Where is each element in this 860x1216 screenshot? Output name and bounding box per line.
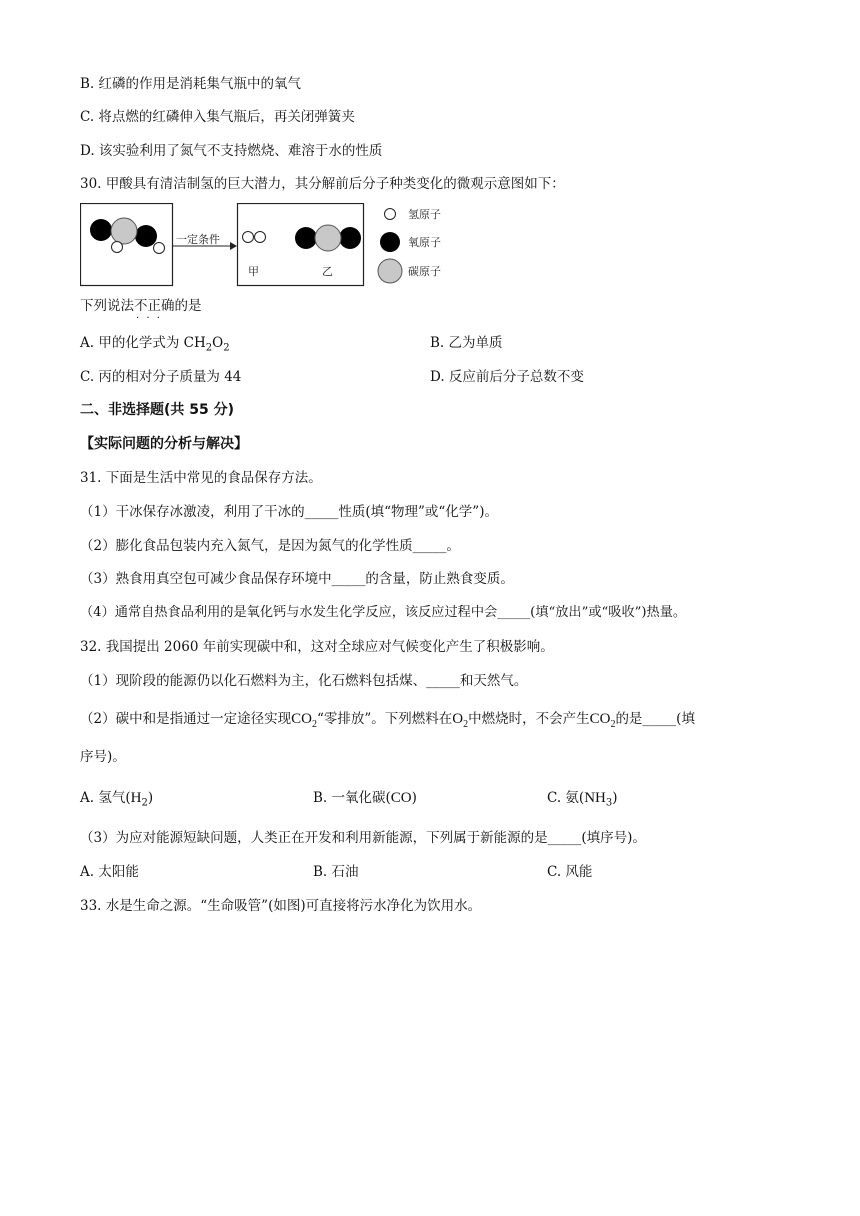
legend-hydrogen-label: 氢原子 (408, 208, 441, 221)
oxygen-atom (295, 227, 317, 249)
q30-option-a: A. 甲的化学式为 $CH_2O_2$ (80, 335, 230, 354)
legend-carbon-icon (378, 259, 402, 283)
carbon-atom (315, 225, 341, 251)
q32-option-a: A. 氢气$(H_2)$ (80, 790, 154, 809)
q32-energy-option-b: B. 石油 (313, 864, 359, 880)
q32-option-c: C. 氨$(NH_3)$ (547, 790, 618, 809)
q29-option-d: D. 该实验利用了氮气不支持燃烧、难溶于水的性质 (80, 143, 383, 159)
hydrogen-atom (112, 242, 123, 253)
product-jia-label: 甲 (248, 265, 259, 278)
q31-sub2: （2）膨化食品包装内充入氮气，是因为氮气的化学性质_____。 (80, 538, 460, 554)
legend-oxygen-icon (380, 232, 400, 252)
q31-sub1: （1）干冰保存冰激凌，利用了干冰的_____性质(填“物理”或“化学”)。 (80, 504, 498, 520)
oxygen-atom (135, 225, 157, 247)
q30-prompt (80, 297, 202, 315)
hydrogen-atom (243, 232, 254, 243)
q32-sub3: （3）为应对能源短缺问题，人类正在开发和利用新能源，下列属于新能源的是_____(填序号)。 (80, 830, 646, 846)
q33-stem: 33. 水是生命之源。“生命吸管”(如图)可直接将污水净化为饮用水。 (80, 898, 482, 914)
oxygen-atom (339, 227, 361, 249)
arrow-head (230, 242, 237, 250)
q32-sub1: （1）现阶段的能源仍以化石燃料为主，化石燃料包括煤、_____和天然气。 (80, 673, 528, 689)
prompt-post: 的是 (174, 298, 202, 314)
legend-oxygen-label: 氧原子 (408, 236, 441, 249)
q30-stem: 30. 甲酸具有清洁制氢的巨大潜力，其分解前后分子种类变化的微观示意图如下： (80, 176, 565, 192)
carbon-atom (111, 218, 137, 244)
q32-sub2-cont: 序号)。 (80, 749, 126, 765)
molecule-diagram (80, 203, 460, 289)
q29-option-b: B. 红磷的作用是消耗集气瓶中的氧气 (80, 76, 302, 92)
arrow-label: 一定条件 (176, 233, 220, 246)
q32-energy-option-a: A. 太阳能 (80, 864, 139, 880)
q31-sub3: （3）熟食用真空包可减少食品保存环境中_____的含量，防止熟食变质。 (80, 571, 514, 587)
hydrogen-atom (255, 232, 266, 243)
product-yi-label: 乙 (322, 265, 333, 278)
legend-carbon-label: 碳原子 (408, 265, 441, 278)
hydrogen-atom (154, 243, 165, 254)
oxygen-atom (90, 219, 112, 241)
legend-hydrogen-icon (385, 209, 396, 220)
q32-energy-option-c: C. 风能 (547, 864, 593, 880)
section-title: 二、非选择题(共 55 分) (80, 402, 235, 418)
q31-stem: 31. 下面是生活中常见的食品保存方法。 (80, 470, 322, 486)
prompt-emphasis: 不正确 · · · (134, 298, 175, 314)
q30-option-c: C. 丙的相对分子质量为 44 (80, 369, 242, 385)
q32-sub2: （2）碳中和是指通过一定途径实现$CO_2“$零排放”。下列燃料在$O_2$中燃烧时，不会产生$CO_2$的是_____(填 (80, 711, 695, 730)
q31-sub4: （4）通常自热食品利用的是氧化钙与水发生化学反应，该反应过程中会_____(填“放出”或“吸收”)热量。 (80, 605, 687, 620)
q32-option-b: B. 一氧化碳(CO) (313, 790, 417, 806)
q29-option-c: C. 将点燃的红磷伸入集气瓶后，再关闭弹簧夹 (80, 109, 355, 125)
q30-option-b: B. 乙为单质 (430, 335, 503, 351)
q30-option-d: D. 反应前后分子总数不变 (430, 369, 584, 385)
q32-stem: 32. 我国提出 2060 年前实现碳中和，这对全球应对气候变化产生了积极影响。 (80, 639, 554, 655)
section-subtitle: 【实际问题的分析与解决】 (80, 436, 248, 452)
prompt-pre: 下列说法 (80, 298, 134, 314)
